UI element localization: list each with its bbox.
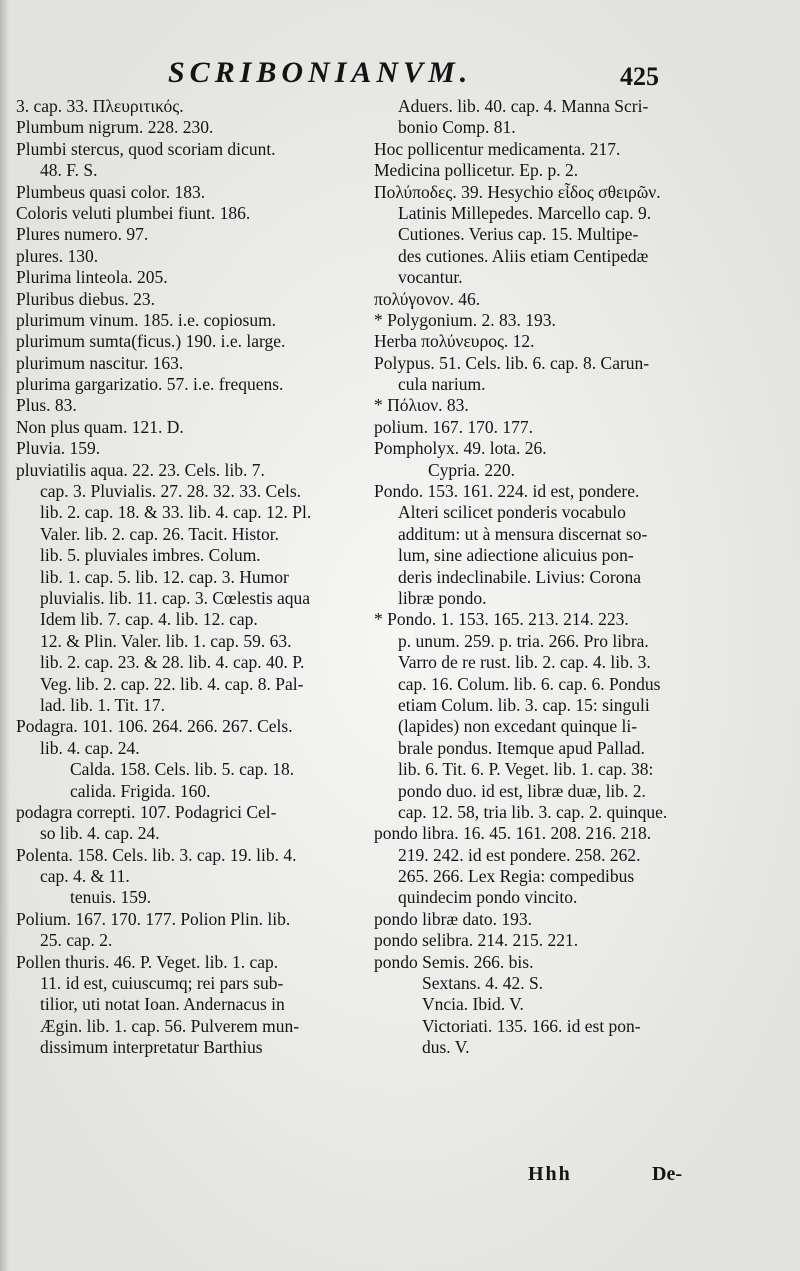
index-line: πολύγονον. 46. [374, 288, 481, 309]
index-line: lib. 1. cap. 5. lib. 12. cap. 3. Humor [40, 566, 289, 587]
index-line: polium. 167. 170. 177. [374, 416, 533, 437]
index-line: * Pondo. 1. 153. 165. 213. 214. 223. [374, 609, 629, 630]
signature-mark: Hhh [528, 1163, 572, 1185]
index-line: Podagra. 101. 106. 264. 266. 267. Cels. [16, 716, 293, 737]
index-line: calida. Frigida. 160. [70, 780, 211, 801]
index-line: Victoriati. 135. 166. id est pon- [422, 1015, 641, 1036]
index-line: Non plus quam. 121. D. [16, 416, 184, 437]
index-line: Plurima linteola. 205. [16, 267, 168, 288]
index-line: quindecim pondo vincito. [398, 887, 578, 908]
index-line: lib. 4. cap. 24. [40, 737, 140, 758]
index-line: Ægin. lib. 1. cap. 56. Pulverem mun- [40, 1015, 300, 1036]
page-number: 425 [620, 62, 659, 91]
index-line: lad. lib. 1. Tit. 17. [40, 694, 165, 715]
index-line: plurima gargarizatio. 57. i.e. frequens. [16, 374, 284, 395]
index-line: Pluvia. 159. [16, 438, 101, 459]
index-line: cula narium. [398, 374, 486, 395]
index-line: cap. 3. Pluvialis. 27. 28. 32. 33. Cels. [40, 481, 302, 502]
index-line: lum, sine adiectione alicuius pon- [398, 545, 634, 566]
index-line: dissimum interpretatur Barthius [40, 1037, 263, 1058]
index-line: pondo Semis. 266. bis. [374, 951, 534, 972]
index-line: libræ pondo. [398, 587, 487, 608]
index-column-right [374, 96, 714, 1059]
index-line: podagra correpti. 107. Podagrici Cel- [16, 801, 277, 822]
index-line: (lapides) non excedant quinque li- [398, 716, 638, 737]
index-line: Veg. lib. 2. cap. 22. lib. 4. cap. 8. Pal- [40, 673, 304, 694]
index-line: des cutiones. Aliis etiam Centipedæ [398, 245, 649, 266]
index-line: plurimum nascitur. 163. [16, 352, 184, 373]
index-line: Plus. 83. [16, 395, 77, 416]
index-line: Valer. lib. 2. cap. 26. Tacit. Histor. [40, 523, 280, 544]
index-line: 48. F. S. [40, 160, 98, 181]
index-line: pondo selibra. 214. 215. 221. [374, 930, 579, 951]
index-line: additum: ut à mensura discernat so- [398, 523, 648, 544]
index-line: tenuis. 159. [70, 887, 152, 908]
index-line: Pollen thuris. 46. P. Veget. lib. 1. cap. [16, 951, 279, 972]
index-line: Pompholyx. 49. lota. 26. [374, 438, 547, 459]
index-line: Pondo. 153. 161. 224. id est, pondere. [374, 481, 640, 502]
index-line: 12. & Plin. Valer. lib. 1. cap. 59. 63. [40, 630, 292, 651]
index-line: Medicina pollicetur. Ep. p. 2. [374, 160, 579, 181]
index-line: Coloris veluti plumbei fiunt. 186. [16, 202, 251, 223]
index-line: lib. 6. Tit. 6. P. Veget. lib. 1. cap. 38: [398, 759, 654, 780]
index-line: Plumbum nigrum. 228. 230. [16, 117, 214, 138]
index-line: Alteri scilicet ponderis vocabulo [398, 502, 626, 523]
index-line: Sextans. 4. 42. S. [422, 973, 544, 994]
index-line: pondo duo. id est, libræ duæ, lib. 2. [398, 780, 646, 801]
index-line: 219. 242. id est pondere. 258. 262. [398, 844, 641, 865]
index-line: Varro de re rust. lib. 2. cap. 4. lib. 3. [398, 652, 651, 673]
index-line: plures. 130. [16, 245, 99, 266]
index-line: Idem lib. 7. cap. 4. lib. 12. cap. [40, 609, 258, 630]
index-line: Cypria. 220. [428, 459, 516, 480]
index-line: dus. V. [422, 1037, 470, 1058]
index-line: p. unum. 259. p. tria. 266. Pro libra. [398, 630, 649, 651]
index-line: * Polygonium. 2. 83. 193. [374, 309, 556, 330]
index-line: * Πόλιον. 83. [374, 395, 469, 416]
page-footer [0, 1163, 800, 1193]
page-gutter-shadow [0, 0, 10, 1271]
index-line: Plumbeus quasi color. 183. [16, 181, 206, 202]
index-line: vocantur. [398, 267, 463, 288]
index-line: Polenta. 158. Cels. lib. 3. cap. 19. lib. 4. [16, 844, 297, 865]
index-line: Vncia. Ibid. V. [422, 994, 524, 1015]
index-line: Plumbi stercus, quod scoriam dicunt. [16, 138, 276, 159]
index-line: pondo libra. 16. 45. 161. 208. 216. 218. [374, 823, 652, 844]
index-line: Aduers. lib. 40. cap. 4. Manna Scri- [398, 96, 649, 116]
index-line: deris indeclinabile. Livius: Corona [398, 566, 642, 587]
index-line: so lib. 4. cap. 24. [40, 823, 160, 844]
index-line: Calda. 158. Cels. lib. 5. cap. 18. [70, 759, 295, 780]
index-line: 25. cap. 2. [40, 930, 113, 951]
index-line: plurimum sumta(ficus.) 190. i.e. large. [16, 331, 286, 352]
catchword: De- [652, 1163, 682, 1185]
index-line: Polypus. 51. Cels. lib. 6. cap. 8. Carun- [374, 352, 650, 373]
index-column-left [16, 96, 376, 1059]
index-line: brale pondus. Itemque apud Pallad. [398, 737, 645, 758]
index-line: cap. 4. & 11. [40, 866, 130, 887]
index-line: Pluribus diebus. 23. [16, 288, 156, 309]
index-line: pluviatilis aqua. 22. 23. Cels. lib. 7. [16, 459, 265, 480]
index-line: pluvialis. lib. 11. cap. 3. Cœlestis aqua [40, 587, 311, 608]
index-line: Cutiones. Verius cap. 15. Multipe- [398, 224, 639, 245]
index-line: etiam Colum. lib. 3. cap. 15: singuli [398, 694, 650, 715]
index-line: cap. 12. 58, tria lib. 3. cap. 2. quinque. [398, 801, 668, 822]
index-line: lib. 2. cap. 23. & 28. lib. 4. cap. 40. P. [40, 652, 305, 673]
index-line: Πολύποδες. 39. Hesychio εἶδος σθειρῶν. [374, 181, 661, 202]
index-line: lib. 2. cap. 18. & 33. lib. 4. cap. 12. Pl. [40, 502, 312, 523]
index-line: Polium. 167. 170. 177. Polion Plin. lib. [16, 908, 291, 929]
index-line: tilior, uti notat Ioan. Andernacus in [40, 994, 285, 1015]
index-line: Plures numero. 97. [16, 224, 149, 245]
index-line: plurimum vinum. 185. i.e. copiosum. [16, 309, 277, 330]
index-line: pondo libræ dato. 193. [374, 908, 532, 929]
index-line: 265. 266. Lex Regia: compedibus [398, 866, 635, 887]
index-line: lib. 5. pluviales imbres. Colum. [40, 545, 261, 566]
index-line: Hoc pollicentur medicamenta. 217. [374, 138, 621, 159]
index-line: 11. id est, cuiuscumq; rei pars sub- [40, 973, 284, 994]
running-title: SCRIBONIANVM. [168, 56, 473, 89]
index-line: Latinis Millepedes. Marcello cap. 9. [398, 202, 652, 223]
index-line: Herba πολύνευρος. 12. [374, 331, 535, 352]
index-line: bonio Comp. 81. [398, 117, 516, 138]
page-header [0, 56, 800, 100]
index-line: cap. 16. Colum. lib. 6. cap. 6. Pondus [398, 673, 661, 694]
index-line: 3. cap. 33. Πλευριτικός. [16, 96, 184, 116]
